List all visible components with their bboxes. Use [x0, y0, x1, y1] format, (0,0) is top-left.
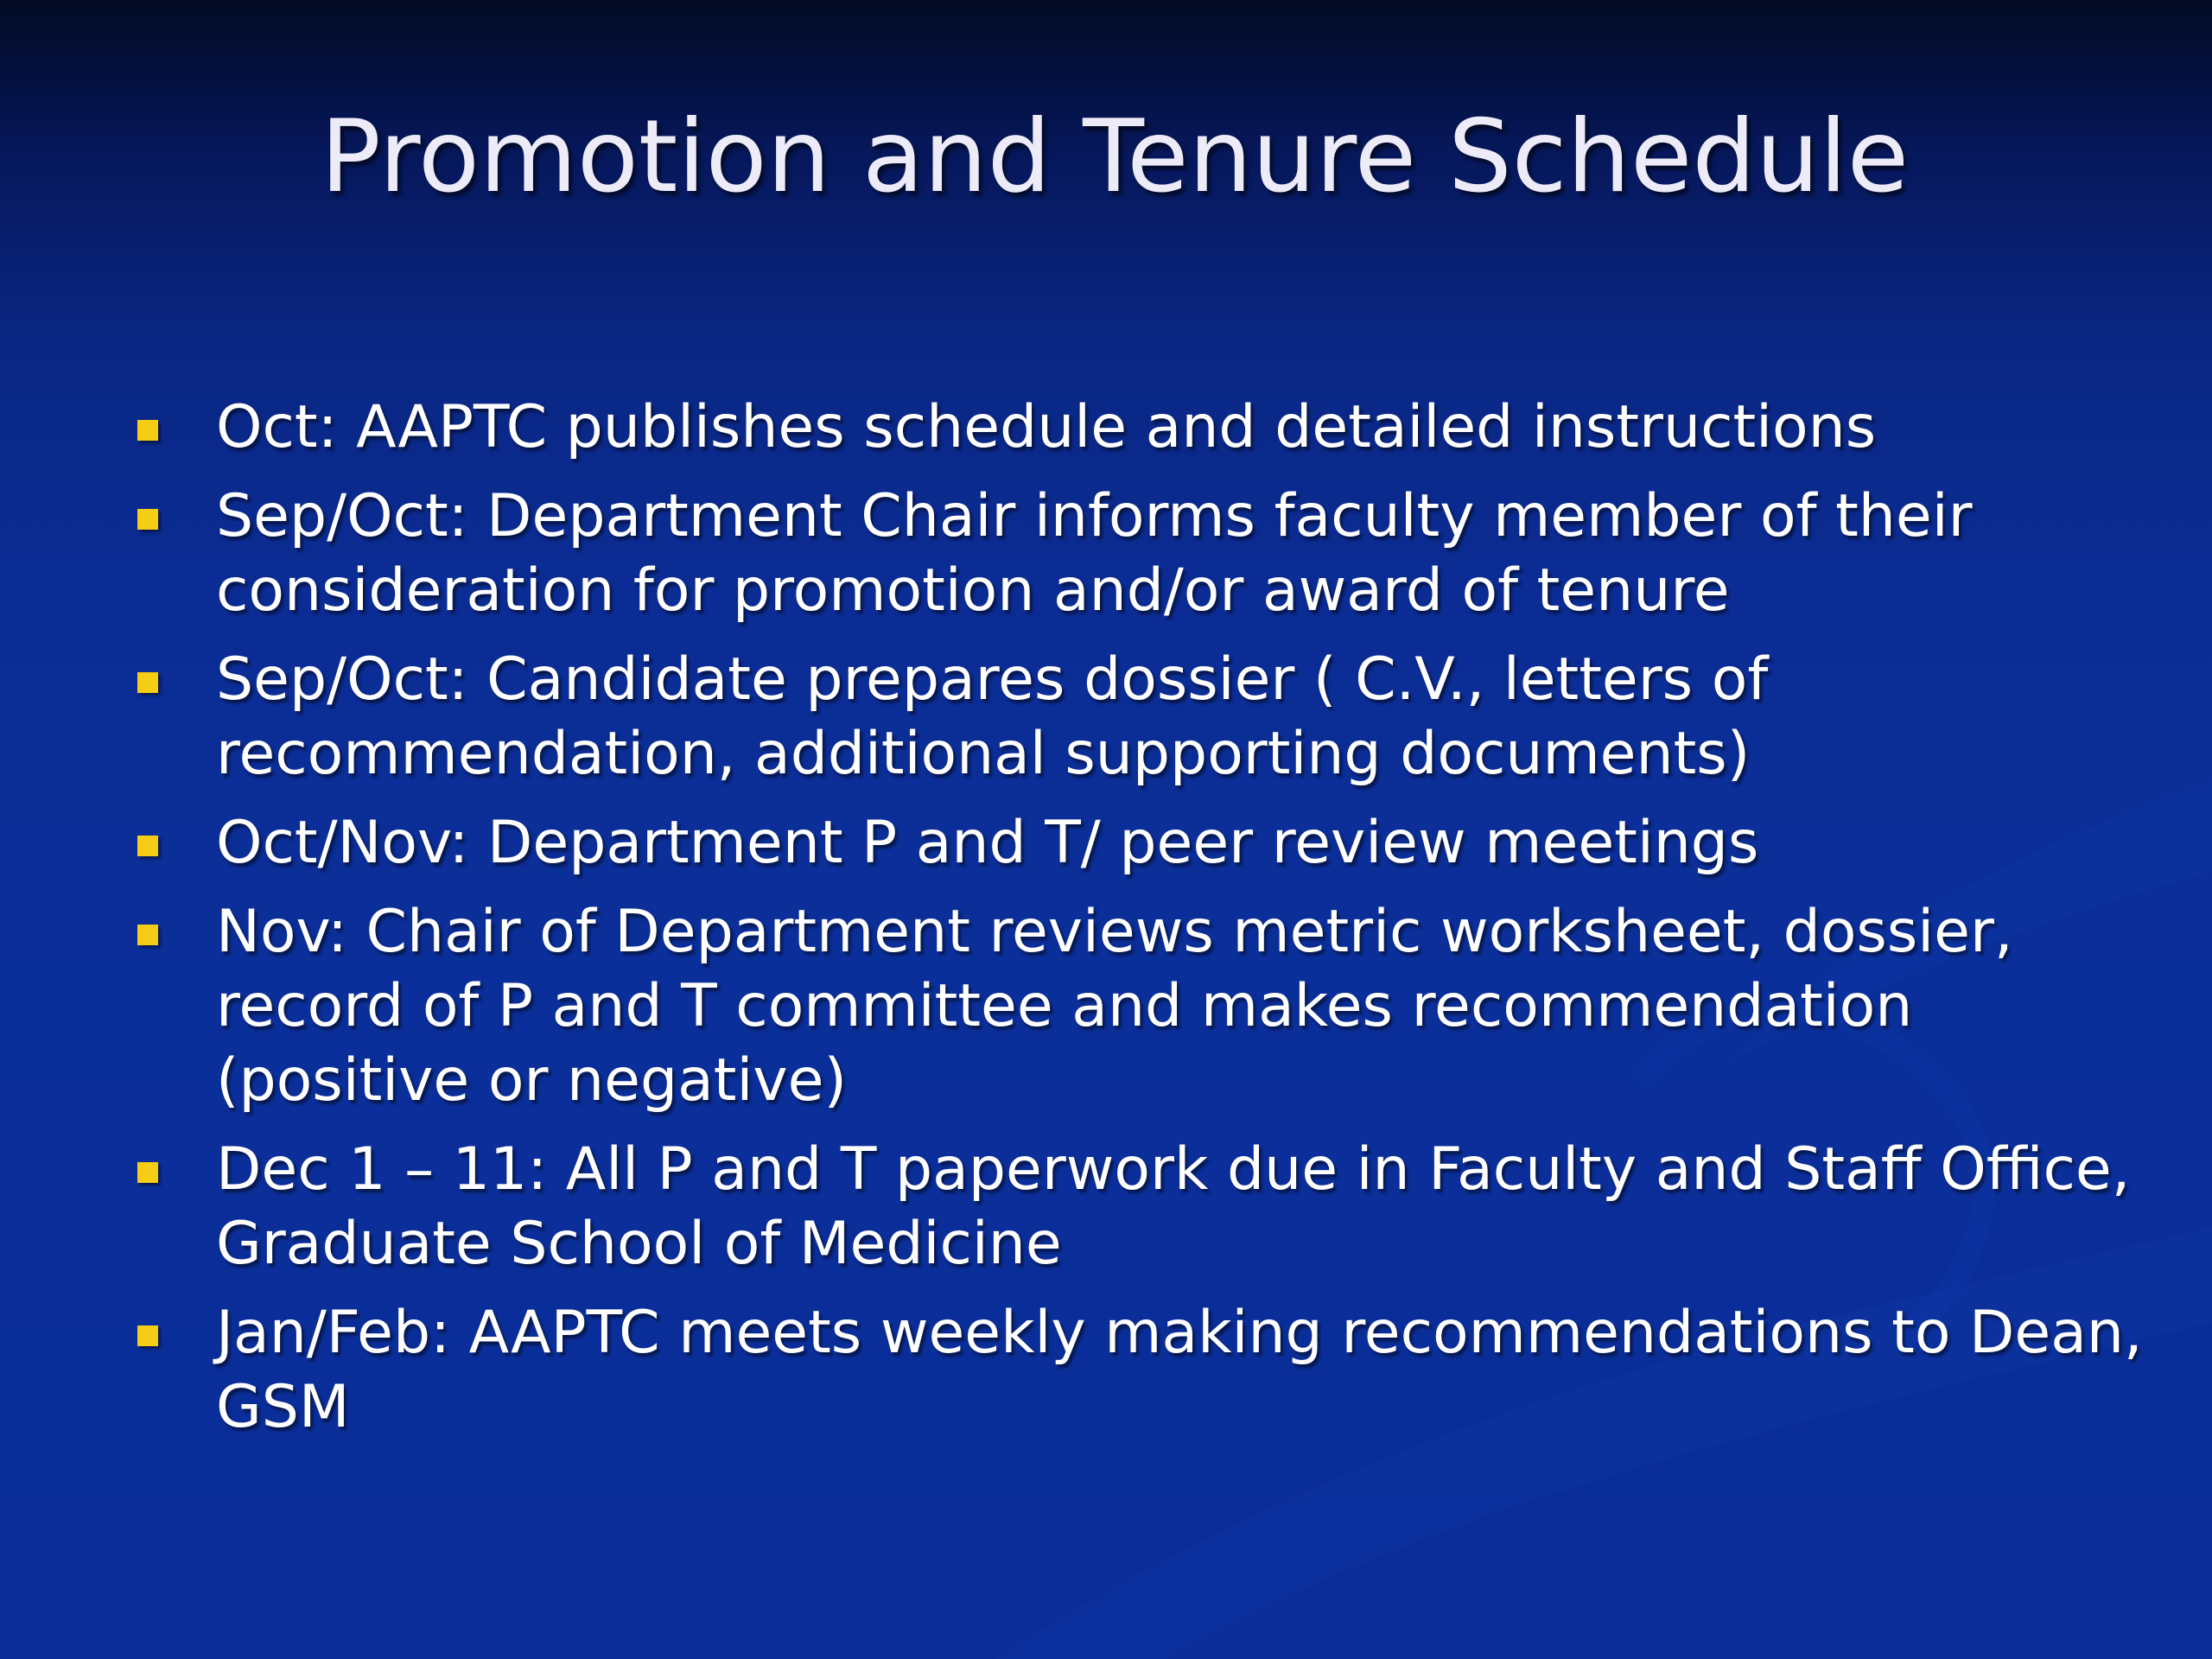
bullet-text: Nov: Chair of Department reviews metric worksheet, dossier, record of P and T committee and makes recommendation (positive or negative): [216, 898, 2013, 1115]
bullet-text: Dec 1 – 11: All P and T paperwork due in Faculty and Staff Office, Graduate School of Medicine: [216, 1135, 2131, 1278]
bullet-text: Sep/Oct: Department Chair informs faculty member of their consideration for promotion and/or award of tenure: [216, 482, 1973, 625]
bullet-item: [216, 391, 2143, 465]
bullet-item: [216, 895, 2143, 1118]
slide-title: Promotion and Tenure Schedule: [320, 99, 1910, 215]
square-bullet-icon: [137, 1325, 158, 1346]
bullet-item: [216, 480, 2143, 628]
bullet-text: Oct/Nov: Department P and T/ peer review meetings: [216, 809, 1759, 877]
bullet-text: Sep/Oct: Candidate prepares dossier ( C.V., letters of recommendation, additional supporting documents): [216, 645, 1769, 788]
square-bullet-icon: [137, 672, 158, 693]
bullet-item: [216, 806, 2143, 880]
square-bullet-icon: [137, 836, 158, 856]
bullet-item: [216, 1296, 2143, 1445]
bullet-text: Jan/Feb: AAPTC meets weekly making recommendations to Dean, GSM: [216, 1299, 2143, 1441]
square-bullet-icon: [137, 420, 158, 441]
square-bullet-icon: [137, 509, 158, 530]
bullet-list: [216, 391, 2143, 1459]
bullet-item: [216, 643, 2143, 791]
square-bullet-icon: [137, 1162, 158, 1183]
bullet-item: [216, 1133, 2143, 1281]
square-bullet-icon: [137, 925, 158, 945]
bullet-text: Oct: AAPTC publishes schedule and detailed instructions: [216, 393, 1877, 461]
